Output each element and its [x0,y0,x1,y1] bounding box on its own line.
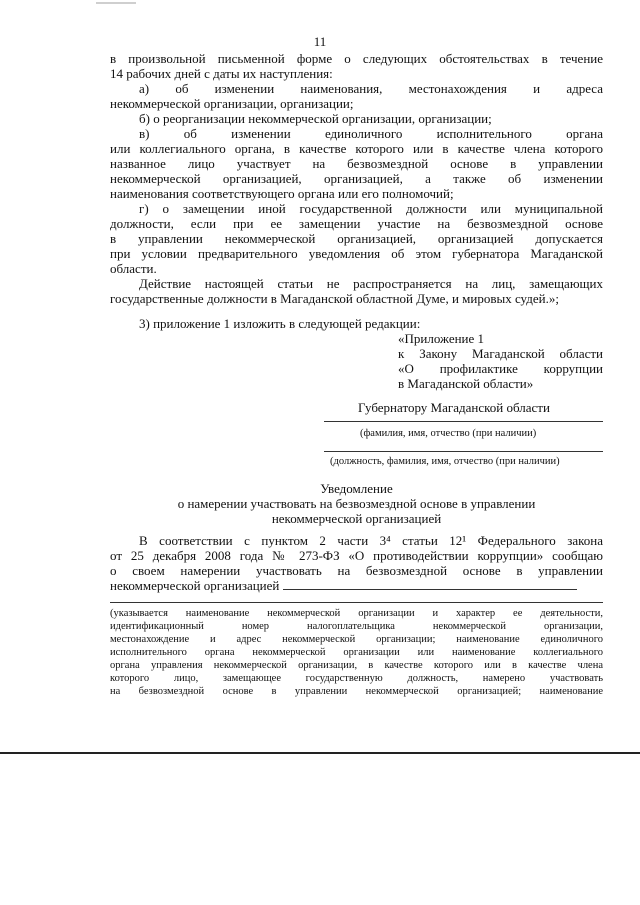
text-line: 14 рабочих дней с даты их наступления: [110,66,333,81]
hint-fio: (фамилия, имя, отчество (при наличии) [360,428,537,439]
item-v-line: или коллегиального органа, в качестве которого или в качестве члена которого [110,141,603,156]
body-text: некоммерческой организацией [110,578,280,593]
item-g-line: должности, если при ее замещении участие на безвозмездной основе [110,216,603,231]
item-v-line: в) об изменении единоличного исполнительного органа [139,126,603,141]
notice-subtitle: некоммерческой организацией [271,511,442,526]
page-bottom-rule [0,752,640,754]
body-line: В соответствии с пунктом 2 части 3⁴ статьи 12¹ Федерального закона [139,533,603,548]
item-3: 3) приложение 1 изложить в следующей редакции: [139,316,421,331]
item-a-line: некоммерческой организации, организации; [110,96,354,111]
item-g-line: при условии предварительного уведомления об этом губернатора Магаданской [110,246,603,261]
notice-title: Уведомление [320,481,393,496]
appendix-line: «Приложение 1 [398,331,485,346]
item-g-line: г) о замещении иной государственной должности или муниципальной [139,201,603,216]
body-line: от 25 декабря 2008 года № 273-ФЗ «О противодействии коррупции» сообщаю [110,548,603,563]
item-v-line: наименования соответствующего органа или его полномочий; [110,186,454,201]
scan-mark [96,2,136,4]
appendix-line: в Магаданской области» [398,376,534,391]
item-b-line: б) о реорганизации некоммерческой организации, организации; [139,111,492,126]
item-g-line: в управлении некоммерческой организацией, организацией допускается [110,231,603,246]
fill-in-line [283,578,577,590]
appendix-line: к Закону Магаданской области [398,346,603,361]
hint-position: (должность, фамилия, имя, отчество (при наличии) [330,456,560,467]
footnote-line: на безвозмездной основе в управлении некоммерческой организацией; наименование [110,686,603,697]
item-v-line: некоммерческой организацией, организацией, а также об изменении [110,171,603,186]
position-line [324,451,603,452]
scope-line: Действие настоящей статьи не распространяется на лиц, замещающих [139,276,603,291]
footnote-line: местонахождение и адрес некоммерческой организации; наименование единоличного [110,634,603,645]
page-number: 11 [313,34,327,49]
item-a-line: а) об изменении наименования, местонахождения и адреса [139,81,603,96]
addressee: Губернатору Магаданской области [358,400,550,415]
item-v-line: названное лицо участвует на безвозмездной основе в управлении [110,156,603,171]
fill-in-line-2 [110,602,603,603]
footnote-line: исполнительного органа некоммерческой организации или наименование коллегиального [110,647,603,658]
appendix-line: «О профилактике коррупции [398,361,603,376]
body-line: о своем намерении участвовать на безвозмездной основе в управлении [110,563,603,578]
footnote-line: органа управления некоммерческой организации, в качестве которого или в качестве члена [110,660,603,671]
scope-line: государственные должности в Магаданской областной Думе, и мировых судей.»; [110,291,559,306]
fio-line [324,421,603,422]
body-line-last [110,578,577,593]
notice-subtitle: о намерении участвовать на безвозмездной основе в управлении [177,496,536,511]
text-line: в произвольной письменной форме о следующих обстоятельствах в течение [110,51,603,66]
item-g-line: области. [110,261,157,276]
footnote-line: (указывается наименование некоммерческой организации и характер ее деятельности, [110,608,603,619]
footnote-line: которого лицо, замещающее государственную должность, намерено участвовать [110,673,603,684]
footnote-line: идентификационный номер налогоплательщика некоммерческой организации, [110,621,603,632]
